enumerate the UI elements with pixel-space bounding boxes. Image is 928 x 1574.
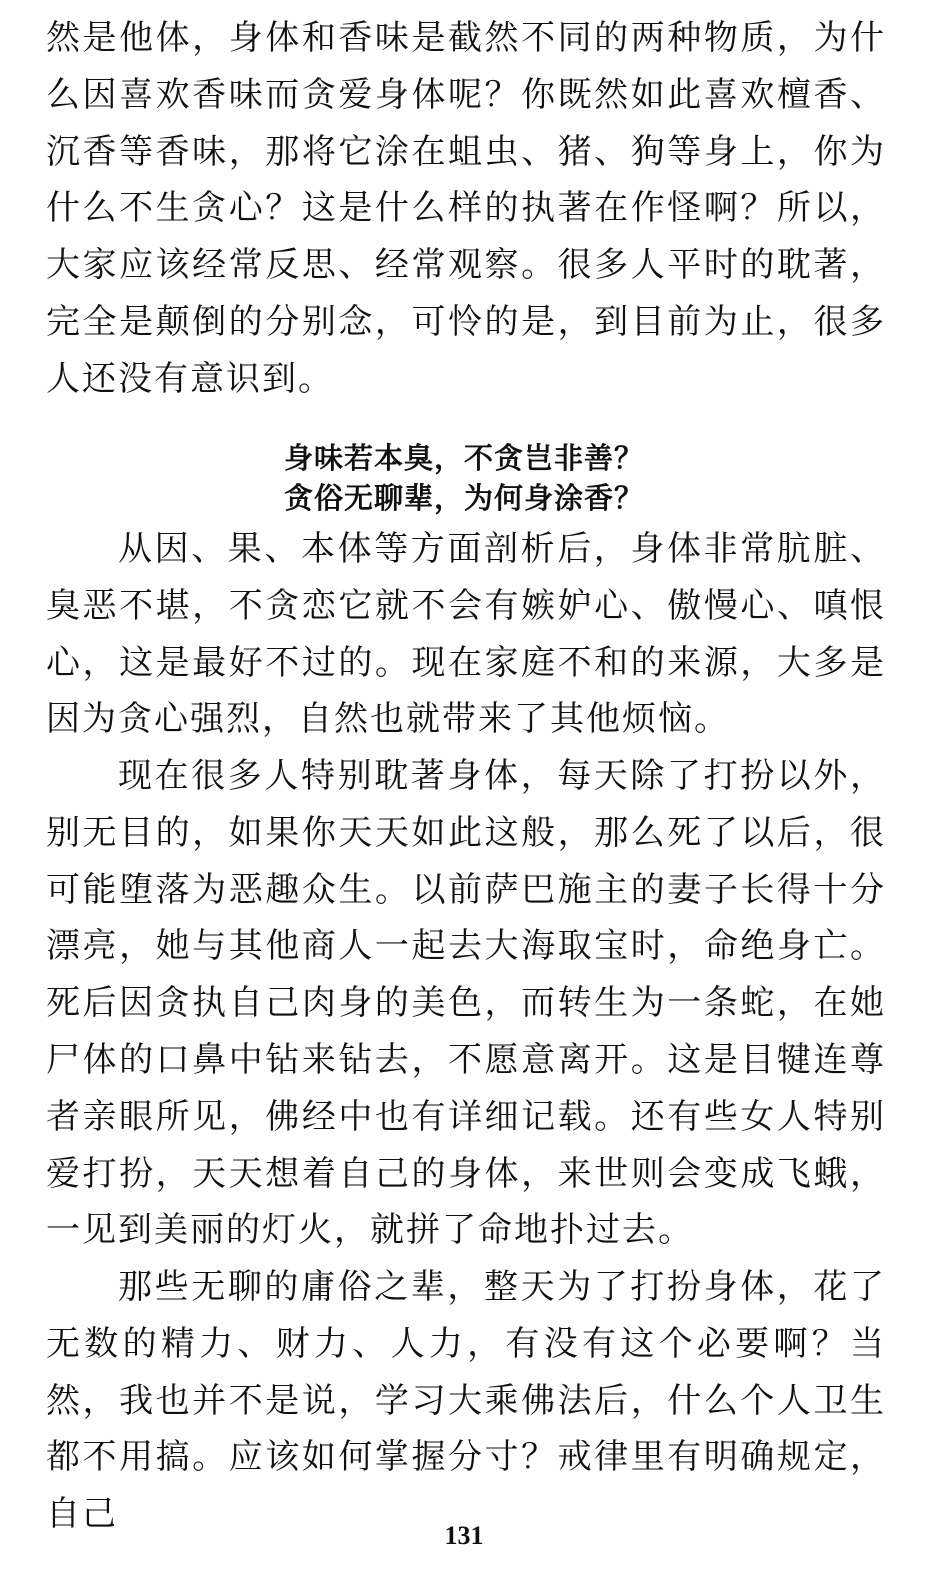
paragraph-3: 那些无聊的庸俗之辈，整天为了打扮身体，花了无数的精力、财力、人力，有没有这个必要啊？当然，我也并不是说，学习大乘佛法后，什么个人卫生都不用搞。应该如何掌握分寸？戒律里有明确规定，自己 [46,1267,886,1535]
paragraph-1: 从因、果、本体等方面剖析后，身体非常肮脏、臭恶不堪，不贪恋它就不会有嫉妒心、傲慢心、嗔恨心，这是最好不过的。现在家庭不和的来源，大多是因为贪心强烈，自然也就带来了其他烦恼。 [46,529,886,740]
paragraph-continued: 然是他体，身体和香味是截然不同的两种物质，为什么因喜欢香味而贪爱身体呢？你既然如此喜欢檀香、沉香等香味，那将它涂在蛆虫、猪、狗等身上，你为什么不生贪心？这是什么样的执著在作怪啊？所以，大家应该经常反思、经常观察。很多人平时的耽著，完全是颠倒的分别念，可怜的是，到目前为止，很多人还没有意识到。 [46,18,886,399]
verse-line-1: 身味若本臭，不贪岂非善？ [283,441,644,475]
verse-line-2: 贪俗无聊辈，为何身涂香？ [283,481,644,515]
paragraph-2: 现在很多人特别耽著身体，每天除了打扮以外，别无目的，如果你天天如此这般，那么死了以后，很可能堕落为恶趣众生。以前萨巴施主的妻子长得十分漂亮，她与其他商人一起去大海取宝时，命绝身亡。死后因贪执自己肉身的美色，而转生为一条蛇，在她尸体的口鼻中钻来钻去，不愿意离开。这是目犍连尊者亲眼所见，佛经中也有详细记载。还有些女人特别爱打扮，天天想着自己的身体，来世则会变成飞蛾，一见到美丽的灯火，就拼了命地扑过去。 [46,756,886,1251]
page-number: 131 [444,1521,484,1550]
